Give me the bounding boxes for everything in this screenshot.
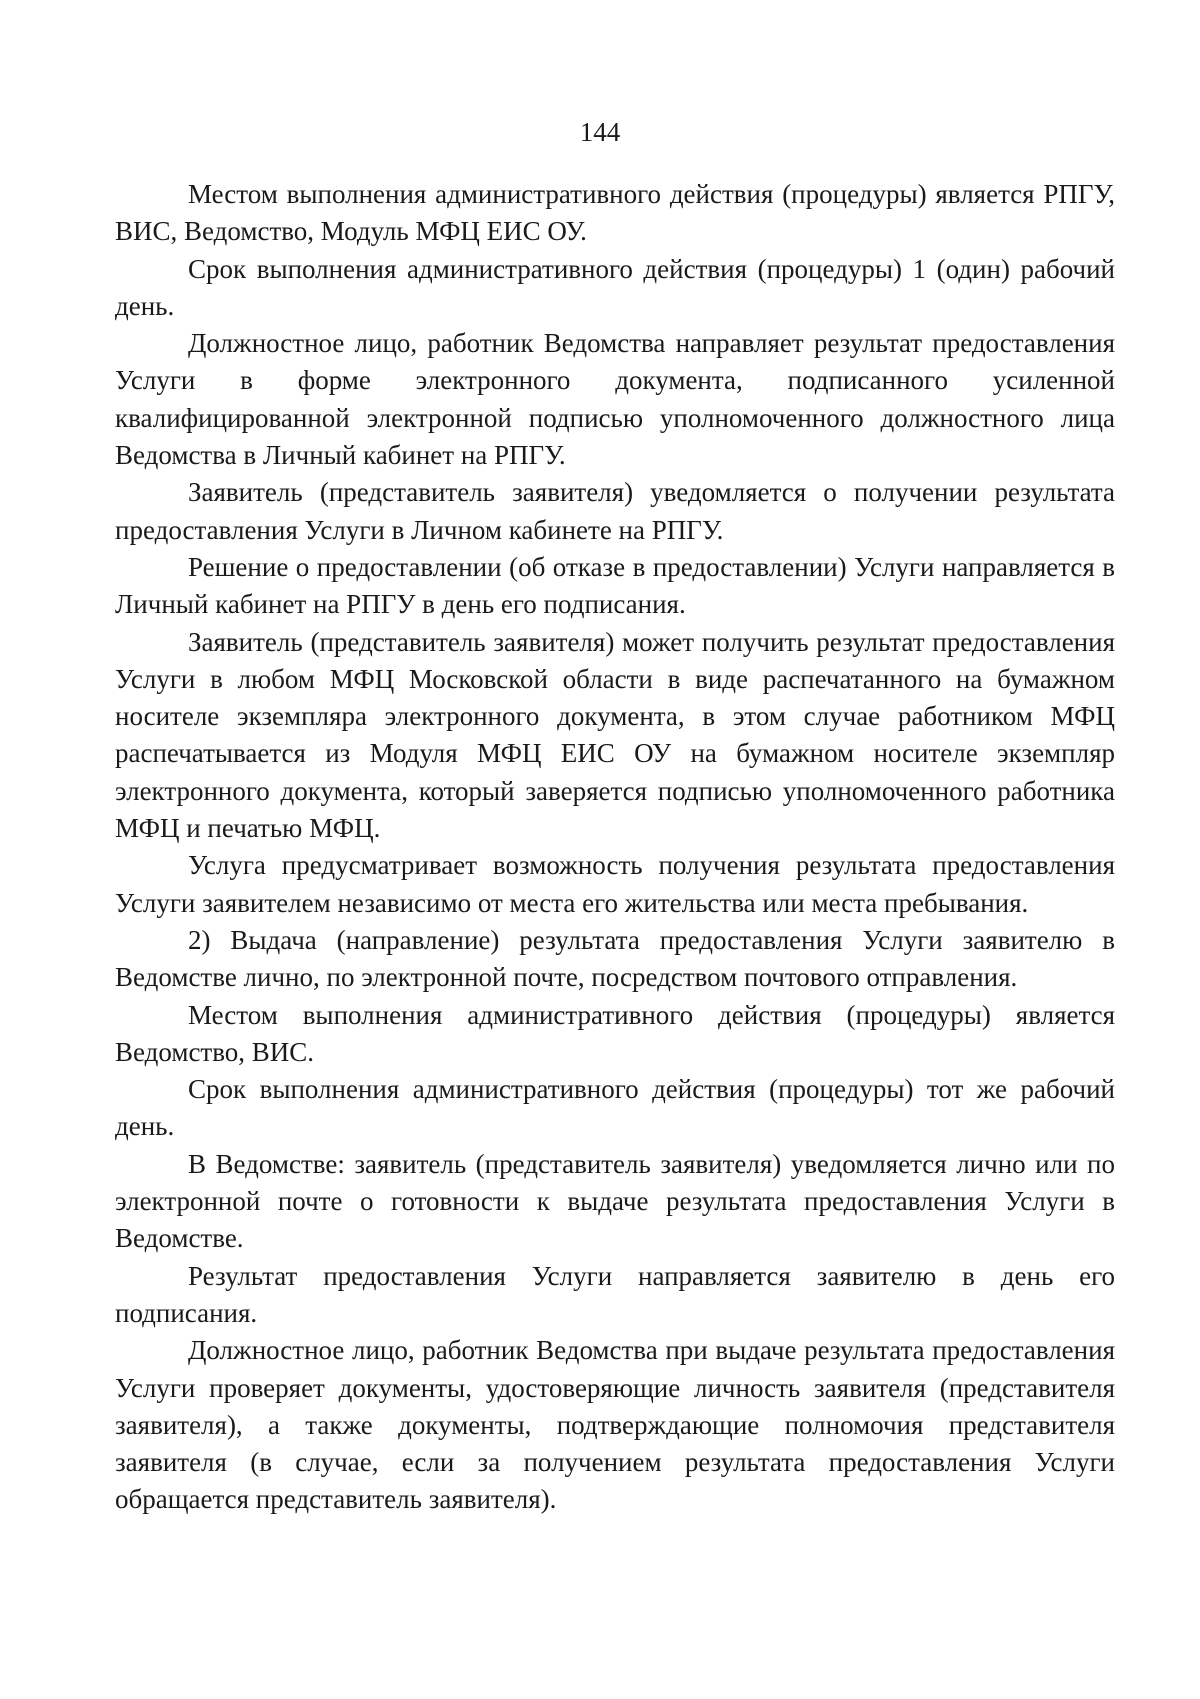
- paragraph-extraterritorial: Услуга предусматривает возможность получения результата предоставления Услуги заявителем независимо от места его жительства или места пребывания.: [115, 850, 1115, 918]
- paragraph-mfc-printout: Заявитель (представитель заявителя) может получить результат предоставления Услуги в любом МФЦ Московской области в виде распечатанного на бумажном носителе экземпляра электронного документа, в этом случае работником МФЦ распечатывается из Модуля МФЦ ЕИС ОУ на бумажном носителе экземпляр электронного документа, который заверяется подписью уполномоченного работника МФЦ и печатью МФЦ.: [115, 626, 1115, 844]
- paragraph-item-2-issuance: 2) Выдача (направление) результата предоставления Услуги заявителю в Ведомстве лично, по электронной почте, посредством почтового отправления.: [115, 924, 1115, 993]
- page-number: 144: [579, 117, 621, 147]
- paragraph-execution-term: Срок выполнения административного действия (процедуры) 1 (один) рабочий день.: [115, 253, 1115, 321]
- paragraph-identity-check: Должностное лицо, работник Ведомства при выдаче результата предоставления Услуги проверяет документы, удостоверяющие личность заявителя (представителя заявителя), а также документы, подтверждающие полномочия представителя заявителя (в случае, если за получением результата предоставления Услуги обращается представитель заявителя).: [115, 1335, 1115, 1515]
- paragraph-decision-sent: Решение о предоставлении (об отказе в предоставлении) Услуги направляется в Личный кабинет на РПГУ в день его подписания.: [115, 551, 1115, 620]
- paragraph-place-of-execution: Местом выполнения административного действия (процедуры) является РПГУ, ВИС, Ведомство, Модуль МФЦ ЕИС ОУ.: [115, 179, 1115, 247]
- paragraph-applicant-notified: Заявитель (представитель заявителя) уведомляется о получении результата предоставления Услуги в Личном кабинете на РПГУ.: [115, 477, 1115, 545]
- paragraph-place-of-execution-2: Местом выполнения административного действия (процедуры) является Ведомство, ВИС.: [115, 999, 1115, 1067]
- paragraph-agency-notification: В Ведомстве: заявитель (представитель заявителя) уведомляется лично или по электронной почте о готовности к выдаче результата предоставления Услуги в Ведомстве.: [115, 1148, 1115, 1254]
- paragraph-execution-term-2: Срок выполнения административного действия (процедуры) тот же рабочий день.: [115, 1074, 1115, 1142]
- paragraph-official-sends-result: Должностное лицо, работник Ведомства направляет результат предоставления Услуги в форме электронного документа, подписанного усиленной квалифицированной электронной подписью уполномоченного должностного лица Ведомства в Личный кабинет на РПГУ.: [115, 328, 1115, 471]
- paragraph-result-sent: Результат предоставления Услуги направляется заявителю в день его подписания.: [115, 1260, 1115, 1328]
- document-body: [115, 176, 1115, 1519]
